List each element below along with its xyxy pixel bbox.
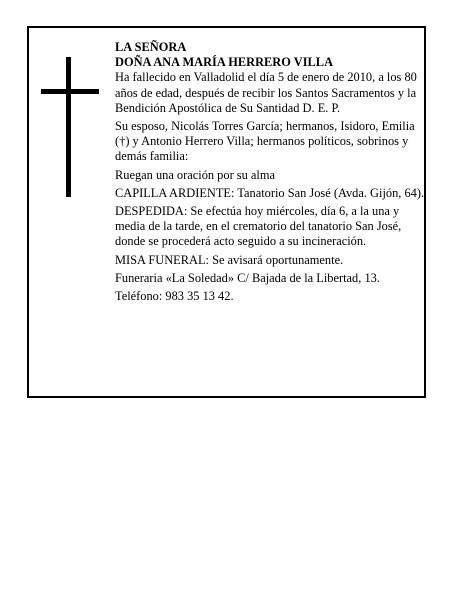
cross-icon (41, 57, 101, 197)
notice-content (115, 40, 425, 307)
funeral-home-info: Funeraria «La Soledad» C/ Bajada de la Libertad, 13. (115, 270, 380, 285)
chapel-info: CAPILLA ARDIENTE: Tanatorio San José (Avda. Gijón, 64). (115, 185, 425, 200)
funeral-mass-info: MISA FUNERAL: Se avisará oportunamente. (115, 252, 344, 267)
phone-info: Teléfono: 983 35 13 42. (115, 289, 234, 304)
prayer-request: Ruegan una oración por su alma (115, 167, 275, 182)
death-announcement: Ha fallecido en Valladolid el día 5 de enero de 2010, a los 80 años de edad, después de recibir los Santos Sacramentos y la Bendición Apostólica de Su Santidad D. E. P. (115, 70, 417, 115)
farewell-info: DESPEDIDA: Se efectúa hoy miércoles, día 6, a la una y media de la tarde, en el crematorio del tanatorio San José, donde se procederá acto seguido a su incineración. (115, 204, 402, 249)
notice-title-line1: LA SEÑORA (115, 40, 187, 54)
family-list: Su esposo, Nicolás Torres García; hermanos, Isidoro, Emilia (†) y Antonio Herrero Villa; hermanos políticos, sobrinos y demás familia: (115, 119, 415, 164)
cross-horizontal-bar (41, 89, 99, 94)
cross-vertical-bar (66, 57, 71, 197)
obituary-notice (27, 26, 426, 398)
deceased-name: DOÑA ANA MARÍA HERRERO VILLA (115, 55, 334, 70)
